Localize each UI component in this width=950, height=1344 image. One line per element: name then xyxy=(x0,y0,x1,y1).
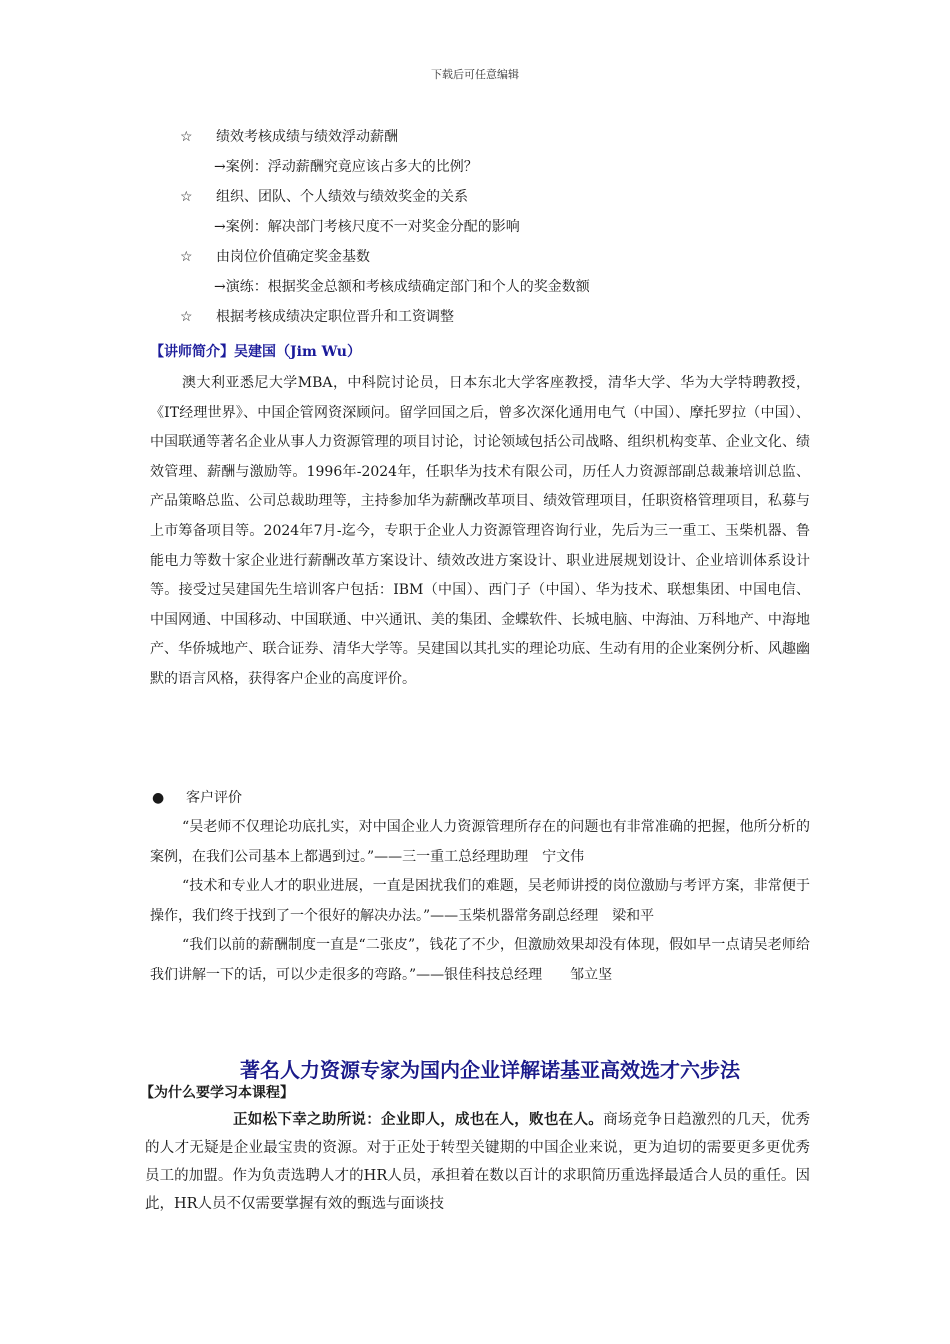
list-subitem: →案例：解决部门考核尺度不一对奖金分配的影响 xyxy=(214,219,520,235)
star-icon: ☆ xyxy=(180,129,193,145)
star-icon: ☆ xyxy=(180,189,193,205)
benefit-list xyxy=(150,122,810,332)
list-subitem: →案例：浮动薪酬究竟应该占多大的比例？ xyxy=(214,159,478,175)
list-item: ☆ 根据考核成绩决定职位晋升和工资调整 xyxy=(150,302,810,332)
list-item: ☆ 绩效考核成绩与绩效浮动薪酬 xyxy=(150,122,810,152)
page-header: 下载后可任意编辑 xyxy=(431,68,519,81)
why-lead: 正如松下幸之助所说：企业即人，成也在人，败也在人。 xyxy=(233,1112,604,1128)
star-icon: ☆ xyxy=(180,249,193,265)
review-quote: “技术和专业人才的职业进展，一直是困扰我们的难题，吴老师讲授的岗位激励与考评方案，非常便于操作，我们终于找到了一个很好的解决办法。”——玉柴机器常务副总经理 梁和平 xyxy=(150,878,810,924)
why-paragraph: 正如松下幸之助所说：企业即人，成也在人，败也在人。商场竞争日趋激烈的几天，优秀的人才无疑是企业最宝贵的资源。对于正处于转型关键期的中国企业来说，更为迫切的需要更多更优秀员工的加盟。作为负责选聘人才的HR人员，承担着在数以百计的求职简历重选择最适合人员的重任。因此，HR人员不仅需要掌握有效的甄选与面谈技 xyxy=(145,1112,811,1212)
bullet-icon: ● xyxy=(152,790,165,806)
list-subitem: →演练：根据奖金总额和考核成绩确定部门和个人的奖金数额 xyxy=(214,279,590,295)
star-icon: ☆ xyxy=(180,309,193,325)
instructor-bio: 澳大利亚悉尼大学MBA，中科院讨论员，日本东北大学客座教授，清华大学、华为大学特聘教授，《IT经理世界》、中国企管网资深顾问。留学回国之后，曾多次深化通用电气（中国）、摩托罗拉（中国）、中国联通等著名企业从事人力资源管理的项目讨论，讨论领域包括公司战略、组织机构变革、企业文化、绩效管理、薪酬与激励等。1996年-2024年，任职华为技术有限公司，历任人力资源部副总裁兼培训总监、产品策略总监、公司总裁助理等，主持参加华为薪酬改革项目、绩效管理项目，任职资格管理项目，私募与上市筹备项目等。2024年7月-迄今，专职于企业人力资源管理咨询行业，先后为三一重工、玉柴机器、鲁能电力等数十家企业进行薪酬改革方案设计、绩效改进方案设计、职业进展规划设计、企业培训体系设计等。接受过吴建国先生培训客户包括：IBM（中国）、西门子（中国）、华为技术、联想集团、中国电信、中国网通、中国移动、中国联通、中兴通讯、美的集团、金蝶软件、长城电脑、中海油、万科地产、中海地产、华侨城地产、联合证券、清华大学等。吴建国以其扎实的理论功底、生动有用的企业案例分析、风趣幽默的语言风格，获得客户企业的高度评价。 xyxy=(150,375,810,687)
reviews-heading: ● 客户评价 xyxy=(150,783,810,813)
review-quote: “我们以前的薪酬制度一直是“二张皮”，钱花了不少，但激励效果却没有体现，假如早一点请吴老师给我们讲解一下的话，可以少走很多的弯路。”——银佳科技总经理 邹立坚 xyxy=(150,937,810,983)
review-quote: “吴老师不仅理论功底扎实，对中国企业人力资源管理所存在的问题也有非常准确的把握，他所分析的案例，在我们公司基本上都遇到过。”——三一重工总经理助理 宁文伟 xyxy=(150,819,810,865)
instructor-section xyxy=(150,337,810,695)
list-item: ☆ 组织、团队、个人绩效与绩效奖金的关系 xyxy=(150,182,810,212)
list-item: ☆ 由岗位价值确定奖金基数 xyxy=(150,242,810,272)
instructor-title: 【讲师简介】吴建国（Jim Wu） xyxy=(150,344,361,360)
why-section xyxy=(145,1106,810,1218)
why-title: 【为什么要学习本课程】 xyxy=(140,1085,294,1101)
course-title: 著名人力资源专家为国内企业详解诺基亚高效选才六步法 xyxy=(240,1058,740,1082)
reviews-section xyxy=(150,783,810,991)
